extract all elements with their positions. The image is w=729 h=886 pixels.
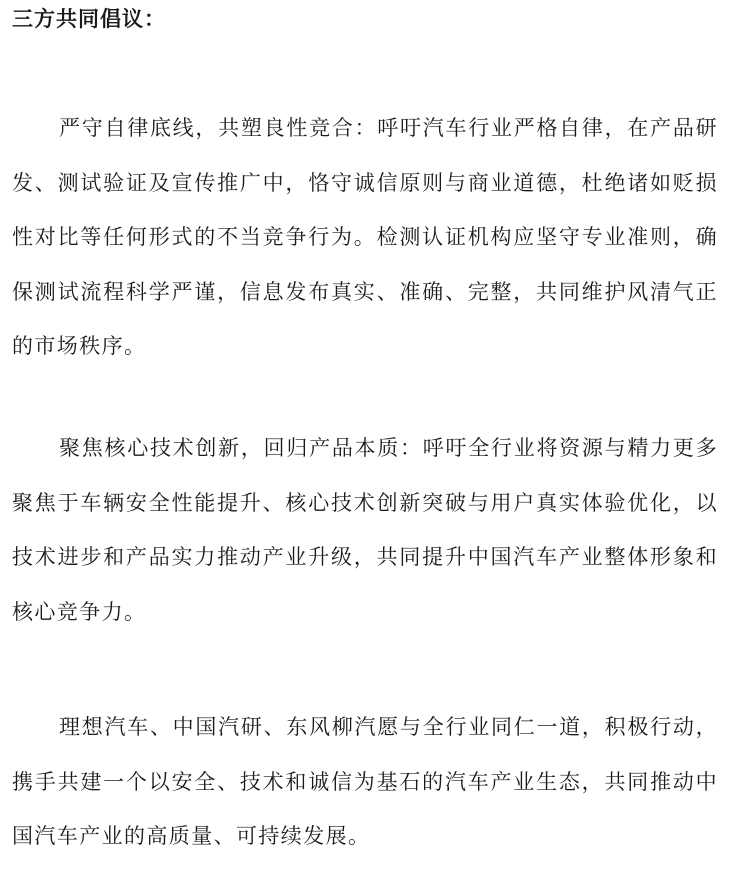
paragraph-self-discipline: 严守自律底线，共塑良性竞合：呼吁汽车行业严格自律，在产品研发、测试验证及宣传推广中，恪守诚信原则与商业道德，杜绝诸如贬损性对比等任何形式的不当竞争行为。检测认证机构应坚守专业准则，确保测试流程科学严谨，信息发布真实、准确、完整，共同维护风清气正的市场秩序。 [12,116,718,358]
document-heading: 三方共同倡议： [12,7,166,31]
paragraph-tech-innovation: 聚焦核心技术创新，回归产品本质：呼吁全行业将资源与精力更多聚焦于车辆安全性能提升、核心技术创新突破与用户真实体验优化，以技术进步和产品实力推动产业升级，共同提升中国汽车产业整体形象和核心竞争力。 [12,436,718,624]
paragraph-joint-action: 理想汽车、中国汽研、东风柳汽愿与全行业同仁一道，积极行动，携手共建一个以安全、技术和诚信为基石的汽车产业生态，共同推动中国汽车产业的高质量、可持续发展。 [12,715,718,848]
